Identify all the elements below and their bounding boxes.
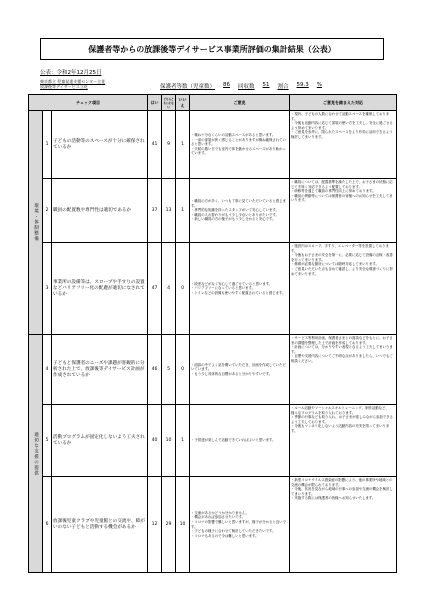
opinion-text: ・職員の方が多く、いつも丁寧に見ていただいていると感じます。 ・専門的な知識を持ったスタッフがいて安心しています。 ・職員の入れ替わりがもう少し少ないとありがたいです。 ・新しい職員の方の様子がもう少し分かると安心です。 bbox=[190, 179, 290, 243]
row-number: 5 bbox=[43, 405, 52, 477]
document-title: 保護者等からの放課後等デイサービス事業所評価の集計結果（公表） bbox=[40, 38, 384, 60]
opinion-text: ・交流があるかどうか分かりません。 ・機会があれば参加させたいです。 ・コロナの影響で難しいと思いますが、様子が分かると良いです。 ・子どもの様子に合わせて検討していただきたいです。 ・コロナもあるので今は難しいと思います。 bbox=[190, 477, 290, 573]
count-no: 1 bbox=[176, 111, 190, 179]
count-neither: 4 bbox=[162, 243, 176, 335]
header-response: ご意見を踏まえた対応 bbox=[290, 95, 397, 111]
check-item: 事業所の設備等は、スロープや手すりの設置などバリアフリー化の配慮が適切になされているか bbox=[52, 243, 148, 335]
responses-label: 回収数 bbox=[238, 84, 255, 90]
check-item: 活動プログラムが固定化しないよう工夫されているか bbox=[52, 405, 148, 477]
count-no: 10 bbox=[176, 477, 190, 573]
office-name-line2: 放課後等デイサービス立花 bbox=[40, 84, 88, 89]
row-number: 4 bbox=[43, 335, 52, 405]
count-neither: 29 bbox=[162, 477, 176, 573]
count-yes: 46 bbox=[148, 335, 162, 405]
opinion-text: ・子供達が楽しんで活動できていればよいと思います。 bbox=[190, 405, 290, 477]
survey-stats bbox=[160, 82, 322, 90]
count-neither: 13 bbox=[162, 179, 176, 243]
rate-unit: % bbox=[316, 82, 323, 88]
row-number: 3 bbox=[43, 243, 52, 335]
check-item: 放課後児童クラブや児童館との交流や、障がいのない子どもと活動する機会があるか bbox=[52, 477, 148, 573]
response-text: ・サービス等利用計画、保護者さまとの面談などをもとに、お子さまの課題を整理した上で計画を作成しております。 ・計画については、分かりやすい表現となるよう工夫してまいります。 ・目標や支援内容についてご不明な点がありましたら、いつでもご相談ください。 bbox=[290, 335, 397, 405]
header-yes: はい bbox=[148, 95, 162, 111]
evaluation-table bbox=[28, 94, 397, 573]
category-environment: 環境・体制整備 bbox=[29, 111, 43, 335]
count-no: 1 bbox=[176, 405, 190, 477]
count-no: 0 bbox=[176, 243, 190, 335]
header-no: いいえ bbox=[176, 95, 190, 111]
opinion-text: ・段差などがなく安心して過ごせていると思います。 ・バリアフリーになっていると思います。 ・トイレなどの設備も使いやすく配慮されていると感じます。 bbox=[190, 243, 290, 335]
category-support: 適切な支援の提供 bbox=[29, 335, 43, 573]
response-text: ・ルール活動やソーシャルスキルトレーニング、制作活動など、様々なプログラムを取り入れております。 ・季節の行事なども取り入れ、お子さまが楽しみながら参加できるよう工夫しております。 ・今後もマンネリ化しないよう活動内容の充実を図ってまいります。 bbox=[290, 405, 397, 477]
count-yes: 40 bbox=[148, 405, 162, 477]
rate-value: 59.3 bbox=[296, 82, 309, 88]
response-text: ・現状、子どもの人数に合わせて活動スペースを確保しております。 ・今後も活動内容に応じて部屋の使い方を工夫し、安全に過ごせるよう努めてまいります。 ・ご意見を参考に、限られたスペースをより有効に活用できるよう検討してまいります。 bbox=[290, 111, 397, 179]
table-row bbox=[29, 179, 397, 243]
check-item: 職員の配置数や専門性は適切であるか bbox=[52, 179, 148, 243]
opinion-text: ・面談の中でよく話を聞いていただき、計画を作成していただいています。 ・もう少し具体的な目標があると分かりやすいです。 bbox=[190, 335, 290, 405]
office-name bbox=[40, 79, 105, 89]
count-yes: 47 bbox=[148, 243, 162, 335]
response-text: ・職員については、配置基準を満たした上で、お子さまの状態に応じて手厚く対応できるよう配置しております。 ・研修等を通じて職員の専門性向上に努めております。 ・職員の異動等については保護者の皆様へのお知らせを工夫してまいります。 bbox=[290, 179, 397, 243]
guardians-value: 86 bbox=[223, 82, 231, 88]
count-no: 0 bbox=[176, 335, 190, 405]
table-row bbox=[29, 405, 397, 477]
rate-label: 割合 bbox=[277, 84, 289, 90]
count-neither: 5 bbox=[162, 335, 176, 405]
responses-value: 51 bbox=[262, 82, 270, 88]
count-no: 1 bbox=[176, 179, 190, 243]
opinion-text: ・概ね十分なくらいの活動スペースがあると思います。 ・一部の部屋が狭く感じることがありますが概ね確保されていると思います。 ・天候の悪い日でも室内で体を動かせるスペースがあり助かっています。 bbox=[190, 111, 290, 179]
row-number: 1 bbox=[43, 111, 52, 179]
table-row bbox=[29, 477, 397, 573]
count-yes: 12 bbox=[148, 477, 162, 573]
publication-date: 公表：令和2年12月25日 bbox=[40, 70, 102, 76]
response-text: ・新型コロナウイルス感染症の影響により、他の事業所や地域との交流の機会が限られております。 ・今後、状況を見ながら地域の行事への参加や交流の機会を検討してまいります。 ・実施する際には保護者の皆様へお知らせいたします。 bbox=[290, 477, 397, 573]
response-text: ・施設内はスロープ、手すり、エレベーター等を設置しております。 ・今後もお子さまの安全を第一に、必要に応じて設備の点検・改善を行ってまいります。 ・修繕が必要な箇所については随時対応してまいります。 ・ご意見いただいた点も含めて確認し、より安全な環境づくりに努めてまいります。 bbox=[290, 243, 397, 335]
check-item: 子どもの活動等のスペースが十分に確保されているか bbox=[52, 111, 148, 179]
guardians-label: 保護者等数（児童数） bbox=[160, 84, 216, 90]
count-yes: 37 bbox=[148, 179, 162, 243]
row-number: 2 bbox=[43, 179, 52, 243]
count-neither: 10 bbox=[162, 405, 176, 477]
table-row bbox=[29, 111, 397, 179]
table-row bbox=[29, 243, 397, 335]
row-number: 6 bbox=[43, 477, 52, 573]
header-opinion: ご意見 bbox=[190, 95, 290, 111]
table-row bbox=[29, 335, 397, 405]
office-name-line1: 東京都立 児童発達支援センター立花 bbox=[40, 79, 106, 84]
count-neither: 9 bbox=[162, 111, 176, 179]
header-check-item: チェック項目 bbox=[29, 95, 148, 111]
table-header-row bbox=[29, 95, 397, 111]
header-neither: どちらともいえない bbox=[162, 95, 176, 111]
check-item: 子どもと保護者のニーズや課題が客観的に分析された上で、放課後等デイサービス計画が作成されているか bbox=[52, 335, 148, 405]
count-yes: 41 bbox=[148, 111, 162, 179]
